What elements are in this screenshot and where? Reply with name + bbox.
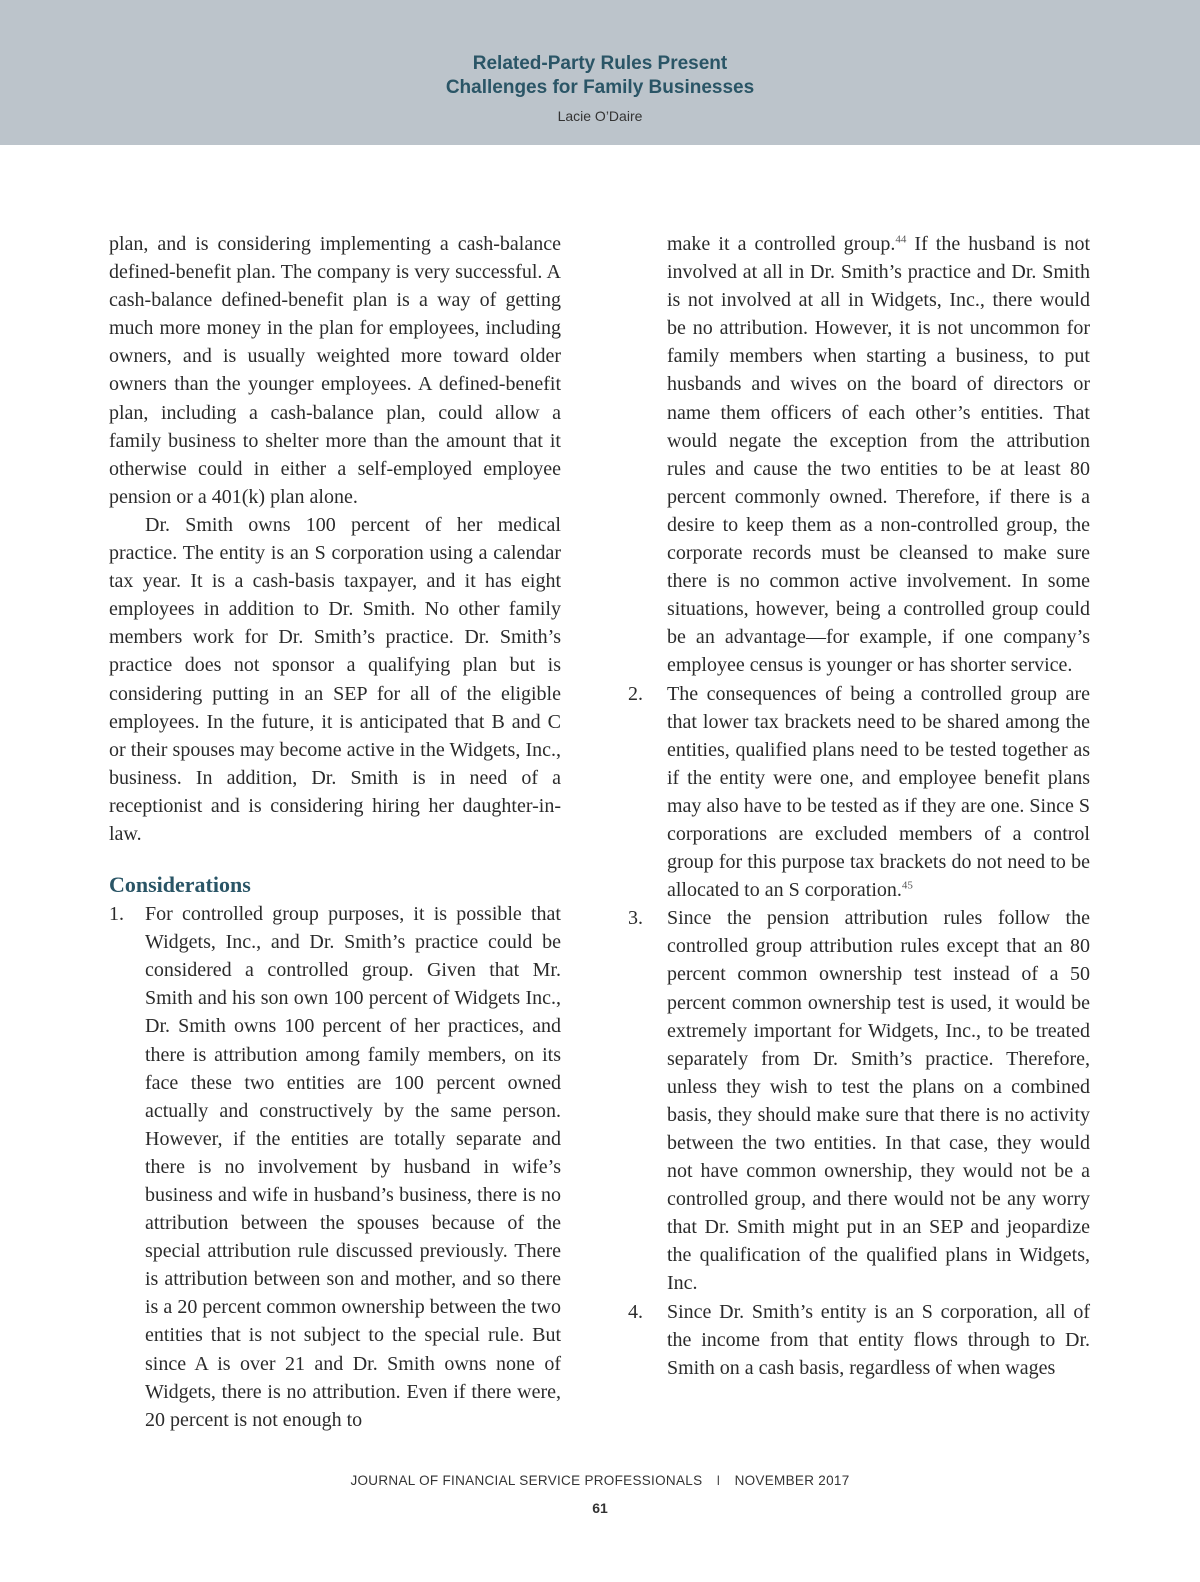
list-item-continuation <box>628 230 1090 680</box>
footnote-ref-45: 45 <box>901 879 913 892</box>
list-item-text: Since Dr. Smith’s entity is an S corporation, all of the income from that entity flows through to Dr. Smith on a cash basis, regardless of when wages <box>667 1300 1090 1379</box>
considerations-list <box>109 900 561 1434</box>
list-item <box>628 680 1090 905</box>
list-item-number: 2. <box>628 682 643 705</box>
continuation-text-rest: If the husband is not involved at all in Dr. Smith’s practice and Dr. Smith is not involved at all in Widgets, Inc., there would be no attribution. However, it is not uncommon for family members when starting a business, to put husbands and wives on the board of directors or name them officers of each other’s entities. That would negate the exception from the attribution rules and cause the two entities to be at least 80 percent commonly owned. Therefore, if there is a desire to keep them as a non-controlled group, the corporate records must be cleansed to make sure there is no common active involvement. In some situations, however, being a controlled group could be an advantage—for example, if one company’s employee census is younger or has shorter service. <box>667 233 1091 677</box>
continuation-text: make it a controlled group. <box>667 233 896 255</box>
issue-date: NOVEMBER 2017 <box>734 1473 850 1488</box>
list-item <box>628 904 1090 1297</box>
paragraph-dr-smith: Dr. Smith owns 100 percent of her medical practice. The entity is an S corporation using a calendar tax year. It is a cash-basis taxpayer, and it has eight employees in addition to Dr. Smith. No other family members work for Dr. Smith’s practice. Dr. Smith’s practice does not sponsor a qualifying plan but is considering putting in an SEP for all of the eligible employees. In the future, it is anticipated that B and C or their spouses may become active in the Widgets, Inc., business. In addition, Dr. Smith is in need of a receptionist and is considering hiring her daughter-in-law. <box>109 513 561 845</box>
list-item-text: The consequences of being a controlled group are that lower tax brackets need to be shared among the entities, qualified plans need to be tested together as if the entity were one, and employee benefit plans may also have to be tested as if they are one. Since S corporations are excluded members of a control group for this purpose tax brackets do not need to be allocated to an S corporation. <box>667 682 1090 902</box>
page-footer <box>0 1473 1200 1488</box>
list-item-number: 3. <box>628 907 643 930</box>
list-item <box>628 1298 1090 1382</box>
page-header <box>0 0 1200 145</box>
left-column <box>109 230 561 1434</box>
journal-name: JOURNAL OF FINANCIAL SERVICE PROFESSIONALS <box>350 1473 703 1488</box>
list-item-number: 4. <box>628 1300 643 1323</box>
list-item-text: Since the pension attribution rules follow the controlled group attribution rules except that an 80 percent common ownership test instead of a 50 percent common ownership test is used, it would be extremely important for Widgets, Inc., to be treated separately from Dr. Smith’s practice. Therefore, unless they wish to test the plans on a combined basis, they should make sure that there is no activity between the two entities. In that case, they would not have common ownership, they would not be a controlled group, and there would not be any worry that Dr. Smith might put in an SEP and jeopardize the qualification of the qualified plans in Widgets, Inc. <box>667 907 1090 1295</box>
footer-separator: I <box>716 1473 721 1488</box>
article-author: Lacie O’Daire <box>557 108 643 124</box>
considerations-list-continued <box>628 680 1090 1382</box>
article-title-line-1: Related-Party Rules Present <box>472 53 728 74</box>
right-column <box>628 230 1090 1382</box>
list-item-number: 1. <box>109 903 124 926</box>
paragraph-plan: plan, and is considering implementing a cash-balance defined-benefit plan. The company is very successful. A cash-balance defined-benefit plan is a way of getting much more money in the plan for employees, including owners, and is usually weighted more toward older owners than the younger employees. A defined-benefit plan, including a cash-balance plan, could allow a family business to shelter more than the amount that it otherwise could in either a self-employed employee pension or a 401(k) plan alone. <box>109 233 561 508</box>
section-heading-considerations: Considerations <box>109 872 251 898</box>
list-item <box>109 900 561 1434</box>
article-title-line-2: Challenges for Family Businesses <box>445 77 755 98</box>
page-number: 61 <box>592 1500 608 1516</box>
list-item-text: For controlled group purposes, it is possible that Widgets, Inc., and Dr. Smith’s practice could be considered a controlled group. Given that Mr. Smith and his son own 100 percent of Widgets Inc., Dr. Smith owns 100 percent of her practices, and there is attribution among family members, on its face these two entities are 100 percent owned actually and constructively by the same person. However, if the entities are totally separate and there is no involvement by husband in wife’s business and wife in husband’s business, there is no attribution between the spouses because of the special attribution rule discussed previously. There is attribution between son and mother, and so there is a 20 percent common ownership between the two entities that is not subject to the special rule. But since A is over 21 and Dr. Smith owns none of Widgets, there is no attribution. Even if there were, 20 percent is not enough to <box>145 903 561 1431</box>
footnote-ref-44: 44 <box>895 233 907 246</box>
